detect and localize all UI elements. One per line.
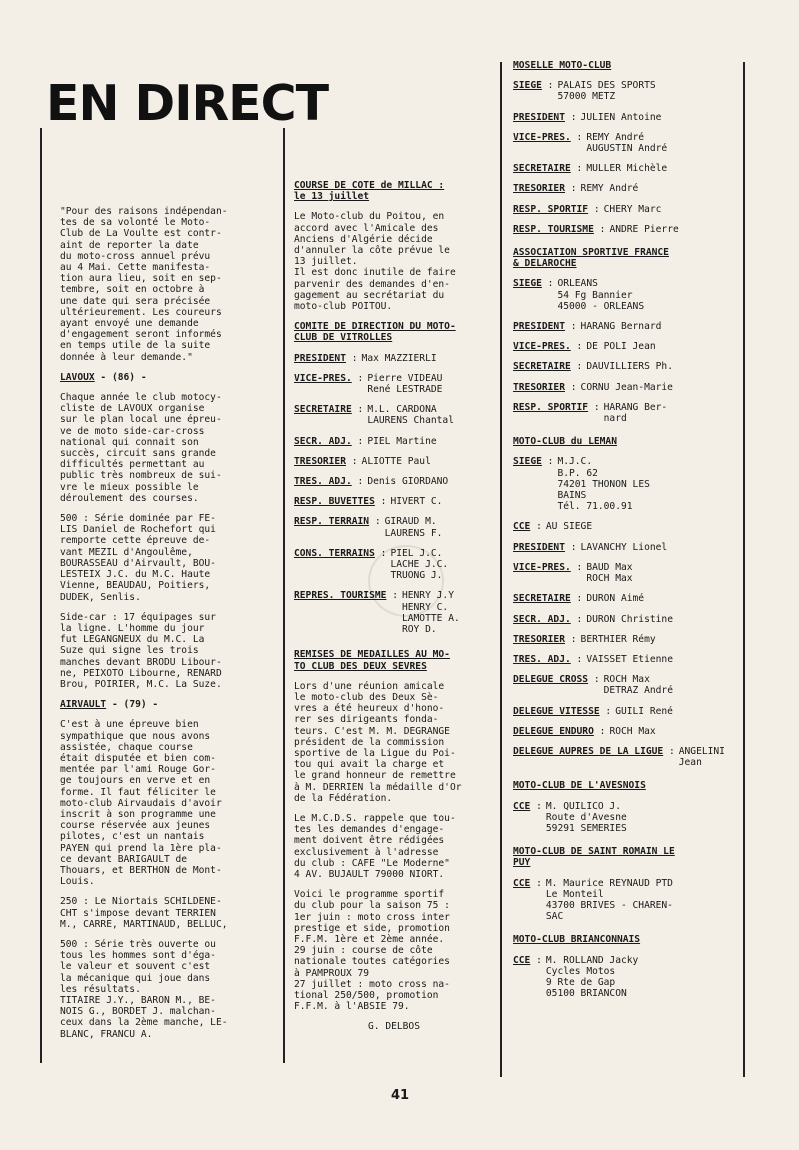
roster-value: M. Maurice REYNAUD PTD Le Monteil 43700 BRIVES - CHAREN- SAC bbox=[545, 877, 673, 923]
roster-role: DELEGUE VITESSE : bbox=[513, 705, 612, 717]
roster-role: CONS. TERRAINS : bbox=[294, 547, 387, 559]
roster-role-label: DELEGUE ENDURO bbox=[513, 725, 594, 737]
roster-role-label: REPRES. TOURISME bbox=[294, 590, 387, 602]
brianconnais-heading: MOTO-CLUB BRIANCONNAIS bbox=[513, 934, 641, 946]
roster-value: BAUD Max ROCH Max bbox=[586, 561, 633, 585]
roster-value: Pierre VIDEAU René LESTRADE bbox=[367, 372, 443, 396]
roster-role-label: VICE-PRES. bbox=[513, 341, 571, 353]
roster-value: REMY André AUGUSTIN André bbox=[586, 131, 668, 155]
roster-role-label: SECR. ADJ. bbox=[513, 613, 571, 625]
roster-entry bbox=[513, 361, 739, 372]
roster-entry bbox=[513, 634, 739, 645]
intro-paragraph: "Pour des raisons indépendan- tes de sa volonté le Moto- Club de La Voulte est contr- aint de reporter la date du moto-cross annuel prévu au 4 Mai. Cette manifesta- tion aura lieu, soit en sep- tembre, soit en octobre à une date qui sera précisée ultérieurement. Les coureurs ayant envoyé une demande d'engagement seront informés en temps utile de la suite donnée à leur demande." bbox=[60, 206, 228, 363]
roster-value: ALIOTTE Paul bbox=[361, 455, 431, 467]
roster-role-label: TRES. ADJ. bbox=[294, 476, 352, 488]
roster-entry bbox=[513, 80, 739, 102]
lavoux-paragraph: Side-car : 17 équipages sur la ligne. L'homme du jour fut LEGANGNEUX du M.C. La Suze qui signe les trois manches devant BRODU Libour- ne, PEIXOTO Libourne, RENARD Brou, POIRIER, M.C. La Suze. bbox=[60, 611, 222, 690]
roster-value: HARANG Bernard bbox=[580, 321, 662, 333]
column-rule bbox=[500, 62, 502, 1077]
roster-value: M.J.C. B.P. 62 74201 THONON LES BAINS Tél. 71.00.91 bbox=[557, 456, 650, 513]
roster-entry bbox=[513, 183, 739, 194]
roster-role-label: VICE-PRES. bbox=[513, 561, 571, 573]
roster-value: PIEL J.C. LACHE J.C. TRUONG J. bbox=[390, 547, 449, 582]
lavoux-heading bbox=[60, 372, 278, 383]
medailles-paragraph: Lors d'une réunion amicale le moto-club des Deux Sè- vres a été heureux d'hono- rer ses dirigeants fonda- teurs. C'est M. M. DEGRANGE président de la commission sportive de la Ligue du Poi- tou qui avait la charge et le grand honneur de remettre à M. DERRIEN la médaille d'Or de la Fédération. bbox=[294, 680, 462, 804]
roster-role: RESP. SPORTIF : bbox=[513, 401, 600, 413]
roster-role-label: TRESORIER bbox=[513, 183, 565, 195]
lavoux-title: LAVOUX bbox=[60, 371, 95, 383]
roster-role-label: CCE bbox=[513, 877, 531, 889]
roster-role-label: CONS. TERRAINS bbox=[294, 547, 375, 559]
roster-role: CCE : bbox=[513, 954, 542, 966]
roster-entry bbox=[294, 590, 494, 635]
roster-role: DELEGUE CROSS : bbox=[513, 674, 600, 686]
roster-value: PIEL Martine bbox=[367, 435, 437, 447]
roster-value: CHERY Marc bbox=[603, 203, 662, 215]
roster-entry bbox=[513, 674, 739, 696]
roster-entry bbox=[513, 542, 739, 553]
roster-role: TRES. ADJ. : bbox=[294, 476, 364, 488]
roster-role: SECR. ADJ. : bbox=[294, 435, 364, 447]
roster-entry bbox=[294, 496, 494, 507]
roster-entry bbox=[294, 436, 494, 447]
roster-value: ANGELINI Jean bbox=[678, 745, 725, 769]
airvault-heading bbox=[60, 699, 278, 710]
airvault-paragraph: 250 : Le Niortais SCHILDENE- CHT s'impose devant TERRIEN M., CARRE, MARTINAUD, BELLUC, bbox=[60, 896, 228, 930]
roster-role: SIEGE : bbox=[513, 456, 554, 468]
lavoux-dept: - (86) - bbox=[94, 371, 147, 383]
roster-value: ROCH Max bbox=[609, 725, 656, 737]
roster-role: SIEGE : bbox=[513, 278, 554, 290]
roster-entry bbox=[513, 955, 739, 1000]
roster-role-label: SIEGE bbox=[513, 278, 542, 290]
moselle-heading: MOSELLE MOTO-CLUB bbox=[513, 60, 612, 71]
roster-entry bbox=[513, 278, 739, 312]
roster-role-label: CCE bbox=[513, 800, 531, 812]
vitrolles-list bbox=[294, 353, 494, 636]
roster-entry bbox=[294, 456, 494, 467]
page-number: 41 bbox=[390, 1088, 410, 1103]
roster-entry bbox=[294, 516, 494, 538]
roster-role: VICE-PRES. : bbox=[513, 561, 583, 573]
roster-role: REPRES. TOURISME : bbox=[294, 590, 398, 602]
roster-role: SIEGE : bbox=[513, 80, 554, 92]
roster-role-label: RESP. BUVETTES bbox=[294, 496, 375, 508]
asfd-list bbox=[513, 278, 739, 424]
roster-role-label: TRESORIER bbox=[513, 381, 565, 393]
roster-entry bbox=[513, 801, 739, 835]
roster-role-label: TRESORIER bbox=[513, 633, 565, 645]
roster-entry bbox=[513, 878, 739, 923]
roster-role-label: CCE bbox=[513, 954, 531, 966]
roster-role: SECRETAIRE : bbox=[513, 361, 583, 373]
roster-role: RESP. TOURISME : bbox=[513, 223, 606, 235]
roster-value: HIVERT C. bbox=[390, 496, 443, 508]
roster-entry bbox=[513, 382, 739, 393]
column-left bbox=[60, 206, 278, 1049]
roster-entry bbox=[513, 321, 739, 332]
roster-entry bbox=[513, 224, 739, 235]
roster-entry bbox=[513, 132, 739, 154]
roster-entry bbox=[513, 706, 739, 717]
roster-role-label: RESP. TOURISME bbox=[513, 223, 594, 235]
roster-role: DELEGUE AUPRES DE LA LIGUE : bbox=[513, 745, 675, 757]
lavoux-paragraph: Chaque année le club motocy- cliste de LAVOUX organise sur le plan local une épreu- ve de moto side-car-cross national qui connait son succès, circuit sans grande difficultés permettant au public très nombreux de sui- vre le mieux possible le déroulement des courses. bbox=[60, 392, 222, 504]
medailles-paragraph: Le M.C.D.S. rappele que tou- tes les demandes d'engage- ment doivent être rédigées exclusivement à l'adresse du club : CAFE "Le Moderne" 4 AV. BUJAULT 79000 NIORT. bbox=[294, 812, 456, 880]
roster-value: ANDRE Pierre bbox=[609, 223, 679, 235]
roster-role: CCE : bbox=[513, 800, 542, 812]
airvault-paragraph: C'est à une épreuve bien sympathique que nous avons assistée, chaque course était disputée et bien com- mentée par l'ami Rouge Gor- ge toujours en verve et en forme. Il faut féliciter le moto-club Airvaudais d'avoir inscrit à son programme une course réservée aux jeunes pilotes, c'est un nantais PAYEN qui prend la 1ère pla- ce devant BARIGAULT de Thouars, et BERTHON de Mont- Louis. bbox=[60, 719, 222, 888]
roster-role: PRESIDENT : bbox=[513, 111, 577, 123]
millac-heading: COURSE DE COTE de MILLAC : le 13 juillet bbox=[294, 180, 445, 203]
roster-value: VAISSET Etienne bbox=[586, 653, 673, 665]
roster-role: DELEGUE ENDURO : bbox=[513, 725, 606, 737]
roster-role: VICE-PRES. : bbox=[294, 372, 364, 384]
roster-role-label: VICE-PRES. bbox=[294, 372, 352, 384]
column-rule bbox=[283, 128, 285, 1063]
medailles-heading: REMISES DE MEDAILLES AU MO- TO CLUB DES DEUX SEVRES bbox=[294, 649, 450, 672]
roster-entry bbox=[513, 112, 739, 123]
roster-value: DE POLI Jean bbox=[586, 341, 656, 353]
asfd-heading: ASSOCIATION SPORTIVE FRANCE & DELAROCHE bbox=[513, 247, 669, 270]
roster-role-label: PRESIDENT bbox=[294, 352, 346, 364]
roster-entry bbox=[513, 562, 739, 584]
roster-role-label: SIEGE bbox=[513, 80, 542, 92]
medailles-paragraph: Voici le programme sportif du club pour la saison 75 : 1er juin : moto cross inter prestige et side, promotion F.F.M. 1ère et 2ème année. 29 juin : course de côte nationale toutes catégories à PAMPROUX 79 27 juillet : moto cross na- tional 250/500, promotion F.F.M. à l'ABSIE 79. bbox=[294, 889, 450, 1013]
roster-role: RESP. BUVETTES : bbox=[294, 496, 387, 508]
romain-list bbox=[513, 878, 739, 923]
roster-value: PALAIS DES SPORTS 57000 METZ bbox=[557, 80, 656, 103]
roster-value: CORNU Jean-Marie bbox=[580, 381, 673, 393]
roster-role: TRESORIER : bbox=[513, 183, 577, 195]
roster-entry bbox=[513, 341, 739, 352]
avesnois-list bbox=[513, 801, 739, 835]
roster-value: DAUVILLIERS Ph. bbox=[586, 361, 673, 373]
roster-value: M. QUILICO J. Route d'Avesne 59291 SEMERIES bbox=[545, 800, 627, 834]
page-title: EN DIRECT bbox=[46, 80, 329, 128]
roster-role: SECRETAIRE : bbox=[294, 404, 364, 416]
roster-value: GUILI René bbox=[615, 705, 673, 717]
roster-role-label: PRESIDENT bbox=[513, 321, 565, 333]
roster-role-label: SECRETAIRE bbox=[513, 361, 571, 373]
lavoux-paragraph: 500 : Série dominée par FE- LIS Daniel de Rochefort qui remporte cette épreuve de- vant MEZIL d'Angoulême, BOURASSEAU d'Airvault, BOU- LESTEIX J.C. du M.C. Haute Vienne, BEAUDAU, Poitiers, DUDEK, Senlis. bbox=[60, 513, 216, 603]
roster-entry bbox=[294, 373, 494, 395]
roster-value: ROCH Max DETRAZ André bbox=[603, 674, 673, 697]
roster-role: TRESORIER : bbox=[513, 633, 577, 645]
roster-entry bbox=[294, 476, 494, 487]
roster-entry bbox=[513, 614, 739, 625]
roster-role: RESP. SPORTIF : bbox=[513, 203, 600, 215]
roster-value: HENRY J.Y HENRY C. LAMOTTE A. ROY D. bbox=[401, 590, 460, 636]
roster-value: ORLEANS 54 Fg Bannier 45000 - ORLEANS bbox=[557, 278, 645, 312]
roster-role-label: CCE bbox=[513, 521, 531, 533]
leman-heading: MOTO-CLUB du LEMAN bbox=[513, 436, 617, 448]
roster-role: SECRETAIRE : bbox=[513, 593, 583, 605]
roster-value: MULLER Michèle bbox=[586, 163, 668, 175]
roster-entry bbox=[513, 593, 739, 604]
roster-role-label: RESP. SPORTIF bbox=[513, 203, 589, 215]
vitrolles-heading: COMITE DE DIRECTION DU MOTO- CLUB DE VITROLLES bbox=[294, 321, 456, 344]
roster-role-label: SECRETAIRE bbox=[513, 163, 571, 175]
roster-role: TRESORIER : bbox=[513, 381, 577, 393]
roster-role: CCE : bbox=[513, 521, 542, 533]
roster-role: VICE-PRES. : bbox=[513, 131, 583, 143]
roster-value: BERTHIER Rémy bbox=[580, 633, 656, 645]
roster-value: REMY André bbox=[580, 183, 639, 195]
moselle-list bbox=[513, 80, 739, 235]
roster-role-label: SECR. ADJ. bbox=[294, 435, 352, 447]
roster-entry bbox=[294, 404, 494, 426]
brianconnais-list bbox=[513, 955, 739, 1000]
roster-value: M. ROLLAND Jacky Cycles Motos 9 Rte de Gap 05100 BRIANCON bbox=[545, 954, 639, 1000]
column-rule bbox=[40, 128, 42, 1063]
roster-value: DURON Christine bbox=[586, 613, 673, 625]
roster-role: TRES. ADJ. : bbox=[513, 653, 583, 665]
roster-entry bbox=[294, 353, 494, 364]
airvault-paragraph: 500 : Série très ouverte ou tous les hommes sont d'éga- le valeur et souvent c'est la mécanique qui joue dans les résultats. TITAIRE J.Y., BARON M., BE- NOIS G., BORDET J. malchan- ceux dans la 2ème manche, LE- BLANC, FRANCU A. bbox=[60, 938, 228, 1040]
roster-entry bbox=[513, 204, 739, 215]
roster-value: AU SIEGE bbox=[545, 521, 593, 533]
roster-role-label: VICE-PRES. bbox=[513, 131, 571, 143]
roster-value: Denis GIORDANO bbox=[367, 476, 449, 488]
roster-role: PRESIDENT : bbox=[513, 321, 577, 333]
millac-paragraph: Le Moto-club du Poitou, en accord avec l'Amicale des Anciens d'Algérie décide d'annuler la côte prévue le 13 juillet. Il est donc inutile de faire parvenir des demandes d'en- gagement au secrétariat du moto-club POITOU. bbox=[294, 211, 456, 313]
avesnois-heading: MOTO-CLUB DE L'AVESNOIS bbox=[513, 780, 646, 792]
roster-entry bbox=[513, 654, 739, 665]
roster-entry bbox=[513, 163, 739, 174]
roster-entry bbox=[513, 456, 739, 512]
roster-role-label: PRESIDENT bbox=[513, 111, 565, 123]
roster-value: GIRAUD M. LAURENS F. bbox=[384, 516, 443, 539]
roster-value: M.L. CARDONA LAURENS Chantal bbox=[367, 404, 454, 427]
column-middle bbox=[294, 180, 494, 1033]
roster-role: SECRETAIRE : bbox=[513, 163, 583, 175]
roster-role-label: SECRETAIRE bbox=[513, 593, 571, 605]
roster-role: VICE-PRES. : bbox=[513, 341, 583, 353]
leman-list bbox=[513, 456, 739, 768]
roster-role: PRESIDENT : bbox=[294, 352, 358, 364]
roster-role-label: DELEGUE CROSS bbox=[513, 674, 589, 686]
roster-role-label: PRESIDENT bbox=[513, 541, 565, 553]
roster-value: DURON Aimé bbox=[586, 593, 645, 605]
roster-entry bbox=[513, 746, 739, 768]
roster-role: RESP. TERRAIN : bbox=[294, 516, 381, 528]
roster-role-label: RESP. SPORTIF bbox=[513, 401, 589, 413]
roster-entry bbox=[513, 726, 739, 737]
roster-value: LAVANCHY Lionel bbox=[580, 541, 668, 553]
roster-role-label: SIEGE bbox=[513, 456, 542, 468]
roster-value: JULIEN Antoine bbox=[580, 111, 662, 123]
romain-heading: MOTO-CLUB DE SAINT ROMAIN LE PUY bbox=[513, 846, 675, 869]
roster-role-label: RESP. TERRAIN bbox=[294, 516, 370, 528]
roster-entry bbox=[294, 548, 494, 582]
roster-role-label: TRESORIER bbox=[294, 455, 346, 467]
column-right bbox=[513, 60, 739, 1008]
roster-entry bbox=[513, 521, 739, 532]
airvault-title: AIRVAULT bbox=[60, 699, 107, 711]
roster-value: Max MAZZIERLI bbox=[361, 352, 437, 364]
roster-entry bbox=[513, 402, 739, 424]
roster-role-label: SECRETAIRE bbox=[294, 404, 352, 416]
roster-role: CCE : bbox=[513, 877, 542, 889]
author-signature: G. DELBOS bbox=[368, 1021, 420, 1033]
roster-role-label: DELEGUE VITESSE bbox=[513, 705, 600, 717]
roster-role: TRESORIER : bbox=[294, 455, 358, 467]
roster-value: HARANG Ber- nard bbox=[603, 401, 668, 425]
roster-role: SECR. ADJ. : bbox=[513, 613, 583, 625]
roster-role: PRESIDENT : bbox=[513, 541, 577, 553]
column-rule bbox=[743, 62, 745, 1077]
roster-role-label: TRES. ADJ. bbox=[513, 653, 571, 665]
airvault-dept: - (79) - bbox=[106, 699, 159, 711]
roster-role-label: DELEGUE AUPRES DE LA LIGUE bbox=[513, 745, 664, 757]
